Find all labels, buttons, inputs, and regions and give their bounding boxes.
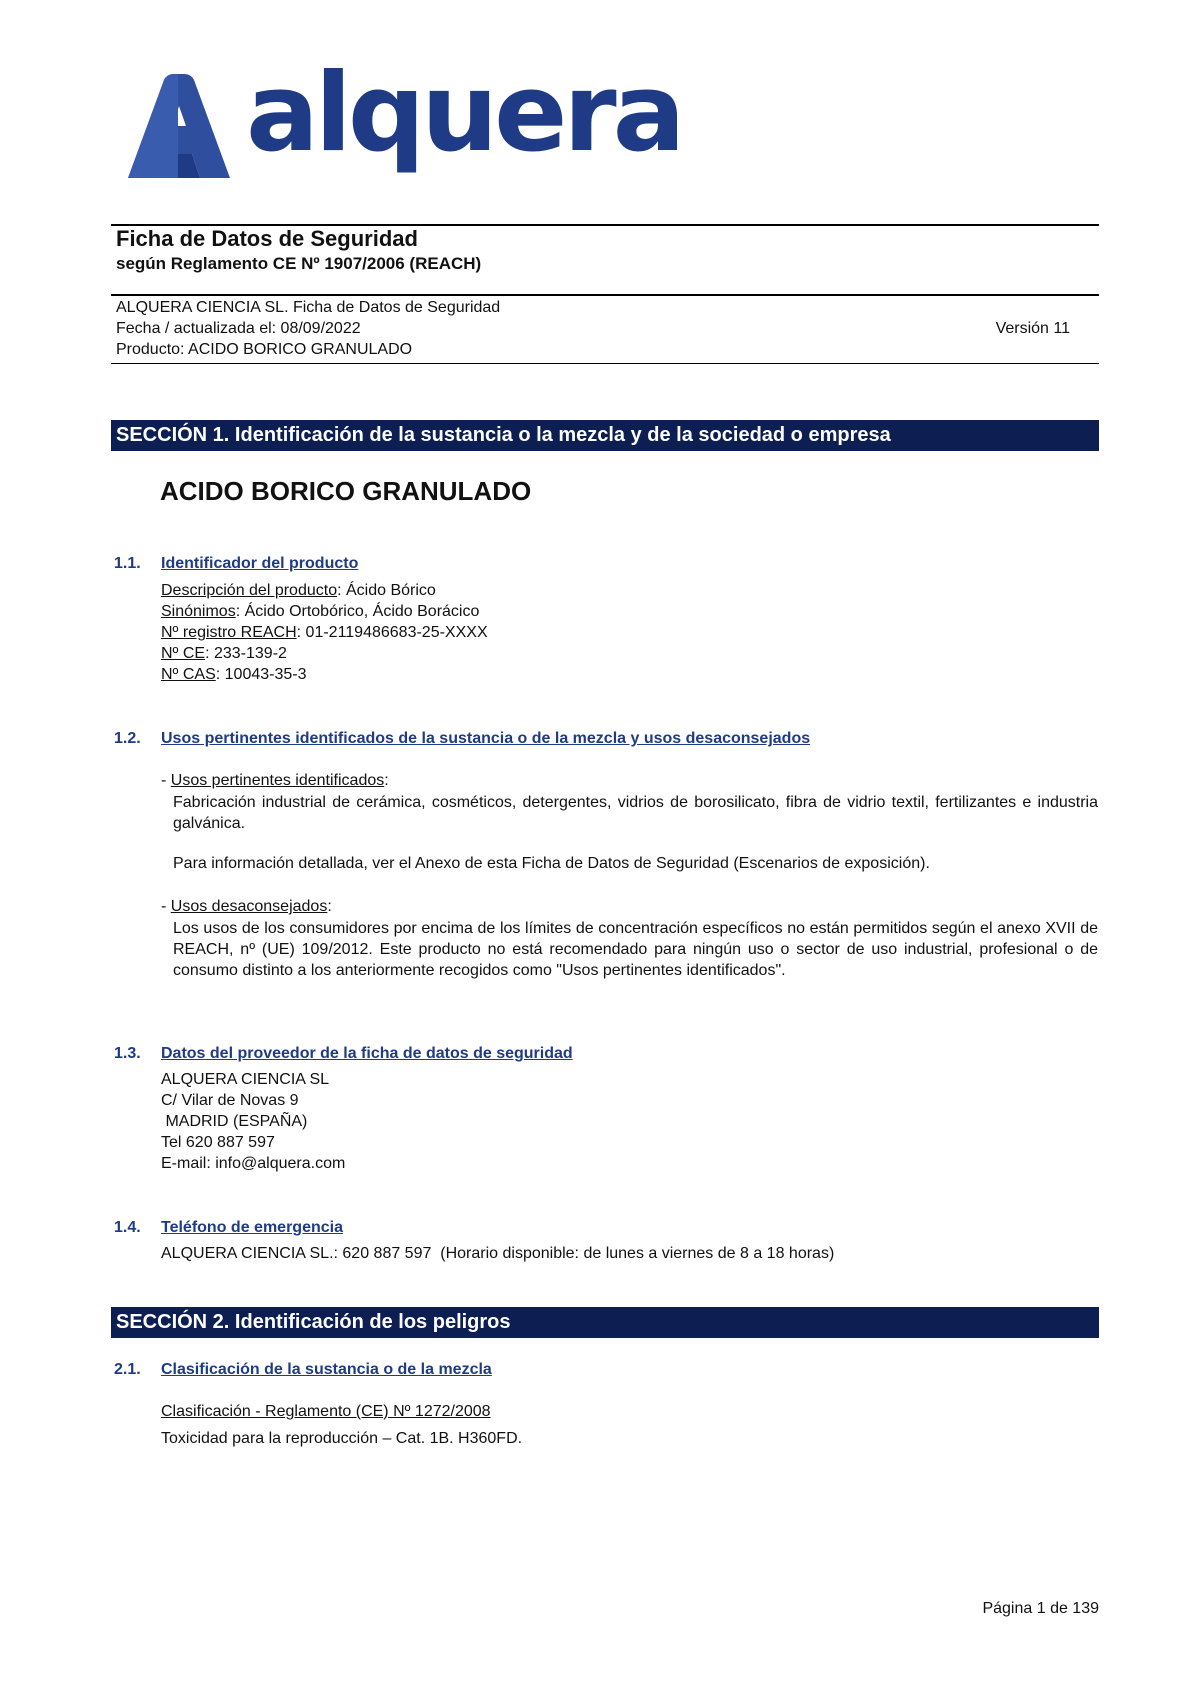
supplier-name: ALQUERA CIENCIA SL [161,1071,330,1088]
header-bottom-rule [111,363,1099,364]
document-subtitle: según Reglamento CE Nº 1907/2006 (REACH) [116,254,482,273]
field-description [161,582,436,600]
alquera-logo [120,51,682,186]
subsection-1-1-number: 1.1. [114,555,141,572]
header-mid-rule [111,294,1099,296]
uses-prefix: - [161,772,171,789]
supplier-city: MADRID (ESPAÑA) [161,1113,308,1130]
uses-heading [161,772,389,790]
date-line: Fecha / actualizada el: 08/09/2022 [116,320,361,337]
version-label: Versión 11 [995,320,1070,337]
subsection-2-1-number: 2.1. [114,1361,141,1378]
field-synonyms [161,603,479,621]
uses-colon: : [384,772,389,789]
subsection-1-1-title: Identificador del producto [161,555,359,572]
subsection-1-3-title: Datos del proveedor de la ficha de datos de seguridad [161,1045,573,1062]
discouraged-uses-heading [161,898,332,916]
document-title: Ficha de Datos de Seguridad [116,226,418,251]
classification-label [161,1403,491,1421]
emergency-phone-text: ALQUERA CIENCIA SL.: 620 887 597 (Horario disponible: de lunes a viernes de 8 a 18 horas) [161,1245,835,1262]
subsection-1-2-number: 1.2. [114,730,141,747]
company-line: ALQUERA CIENCIA SL. Ficha de Datos de Seguridad [116,299,501,316]
field-label: Nº CAS [161,666,216,683]
section-2-bar: SECCIÓN 2. Identificación de los peligros [111,1307,1099,1338]
discouraged-label: Usos desaconsejados [170,898,328,915]
alquera-a-mark-icon [120,74,238,180]
field-value: : Ácido Ortobórico, Ácido Borácico [235,603,480,620]
field-label: Descripción del producto [161,582,338,599]
field-reach-number [161,624,488,642]
subsection-1-4-title: Teléfono de emergencia [161,1219,343,1236]
field-label: Sinónimos [161,603,236,620]
product-name-heading: ACIDO BORICO GRANULADO [160,476,532,506]
classification-text: Toxicidad para la reproducción – Cat. 1B. H360FD. [161,1430,523,1447]
page-number: Página 1 de 139 [982,1600,1099,1617]
field-value: : Ácido Bórico [337,582,436,599]
supplier-address: C/ Vilar de Novas 9 [161,1092,299,1109]
discouraged-uses-text: Los usos de los consumidores por encima de los límites de concentración específicos no están permitidos según el anexo XVII de REACH, nº (UE) 109/2012. Este producto no está recomendado para ningún uso o sector de uso industrial, profesional o de consumo distinto a los anteriormente recogidos como "Usos pertinentes identificados". [173,920,1098,979]
supplier-phone: Tel 620 887 597 [161,1134,275,1151]
subsection-1-2-title: Usos pertinentes identificados de la sustancia o de la mezcla y usos desaconsejados [161,730,811,747]
uses-label: Usos pertinentes identificados [170,772,385,789]
logo-wordmark: alquera [246,51,682,176]
subsection-2-1-title: Clasificación de la sustancia o de la mezcla [161,1361,492,1378]
discouraged-prefix: - [161,898,171,915]
field-value: : 01-2119486683-25-XXXX [296,624,488,641]
discouraged-colon: : [327,898,332,915]
field-ce-number [161,645,287,663]
field-value: : 10043-35-3 [215,666,307,683]
section-1-bar: SECCIÓN 1. Identificación de la sustancia o la mezcla y de la sociedad o empresa [111,420,1099,451]
subsection-1-4-number: 1.4. [114,1219,141,1236]
uses-text: Fabricación industrial de cerámica, cosméticos, detergentes, vidrios de borosilicato, fibra de vidrio textil, fertilizantes e industria galvánica. [173,794,1098,832]
product-line: Producto: ACIDO BORICO GRANULADO [116,341,413,358]
supplier-email: E-mail: info@alquera.com [161,1155,346,1172]
field-cas-number [161,666,306,684]
classification-regulation: Clasificación - Reglamento (CE) Nº 1272/2008 [161,1403,491,1420]
annex-info-text: Para información detallada, ver el Anexo de esta Ficha de Datos de Seguridad (Escenarios de exposición). [173,855,930,872]
field-label: Nº registro REACH [161,624,297,641]
field-label: Nº CE [161,645,206,662]
subsection-1-3-number: 1.3. [114,1045,141,1062]
field-value: : 233-139-2 [205,645,287,662]
